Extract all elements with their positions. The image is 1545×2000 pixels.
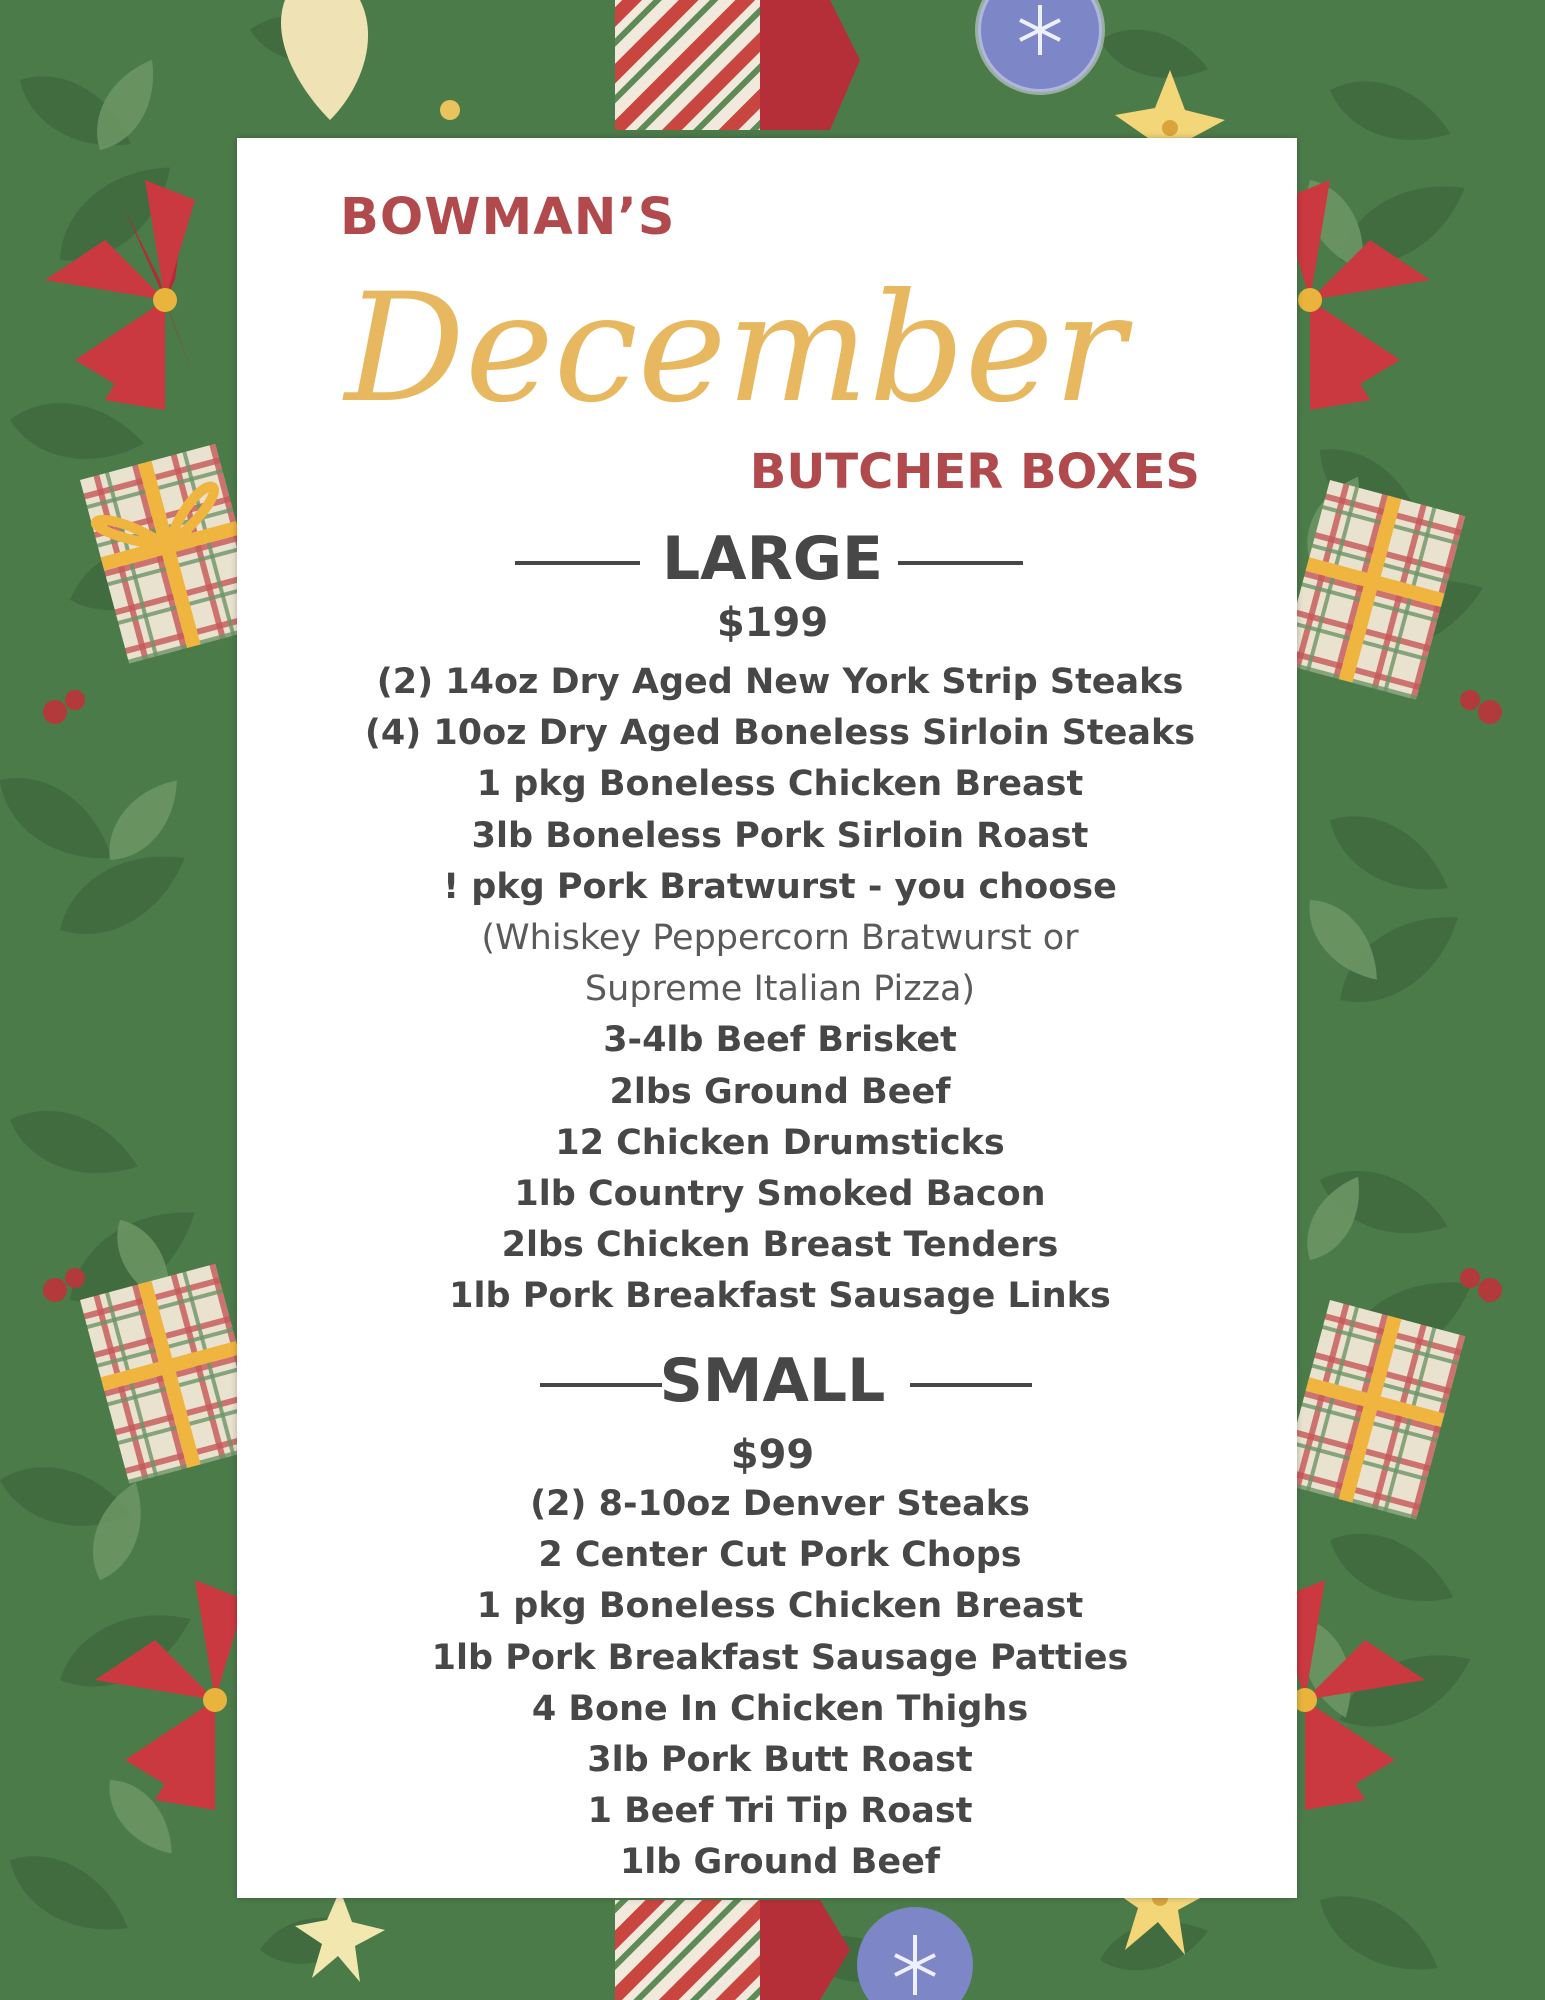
list-item: 1lb Ground Beef bbox=[619, 1842, 941, 1883]
list-item: 1lb Country Smoked Bacon bbox=[514, 1173, 1046, 1214]
list-item: 1 Beef Tri Tip Roast bbox=[587, 1791, 973, 1832]
list-item: 2lbs Chicken Breast Tenders bbox=[501, 1225, 1059, 1266]
script-title-text: December bbox=[344, 262, 1126, 436]
list-item: ! pkg Pork Bratwurst - you choose bbox=[443, 866, 1117, 907]
small-rule-right bbox=[910, 1383, 1032, 1387]
item-note: (Whiskey Peppercorn Bratwurst or bbox=[481, 917, 1079, 958]
ornament-icon bbox=[978, 0, 1102, 92]
list-item: (2) 8-10oz Denver Steaks bbox=[530, 1484, 1030, 1524]
list-item: 3lb Boneless Pork Sirloin Roast bbox=[471, 815, 1089, 856]
list-item: 3lb Pork Butt Roast bbox=[587, 1739, 973, 1780]
list-item: 2 Center Cut Pork Chops bbox=[538, 1535, 1022, 1576]
small-price: $99 bbox=[730, 1432, 815, 1478]
list-item: 1lb Pork Breakfast Sausage Links bbox=[449, 1276, 1111, 1317]
subtitle: BUTCHER BOXES bbox=[749, 444, 1200, 500]
brand-name: BOWMAN’S bbox=[340, 188, 676, 247]
ornament-icon bbox=[857, 1907, 973, 2000]
list-item: 1 pkg Boneless Chicken Breast bbox=[476, 1586, 1084, 1627]
ornament-icon bbox=[281, 0, 460, 120]
large-title: LARGE bbox=[661, 524, 884, 594]
small-title: SMALL bbox=[659, 1346, 886, 1416]
list-item: 2lbs Ground Beef bbox=[609, 1071, 951, 1112]
list-item: 1 pkg Boneless Chicken Breast bbox=[476, 764, 1084, 805]
large-item-list bbox=[300, 657, 1260, 1322]
list-item: 1lb Pork Breakfast Sausage Patties bbox=[431, 1637, 1129, 1678]
poinsettia-icon bbox=[95, 1580, 245, 1810]
large-rule-right bbox=[898, 561, 1023, 565]
christmas-stocking-icon bbox=[615, 1900, 850, 2000]
item-note: Supreme Italian Pizza) bbox=[584, 969, 976, 1010]
large-price: $199 bbox=[716, 600, 829, 646]
list-item: 12 Chicken Drumsticks bbox=[555, 1122, 1005, 1163]
small-item-list bbox=[300, 1479, 1260, 1889]
christmas-stocking-icon bbox=[615, 0, 860, 130]
list-item: (2) 14oz Dry Aged New York Strip Steaks bbox=[376, 662, 1184, 702]
list-item: (4) 10oz Dry Aged Boneless Sirloin Steaks bbox=[364, 713, 1196, 754]
list-item: 3-4lb Beef Brisket bbox=[603, 1020, 957, 1061]
list-item: 4 Bone In Chicken Thighs bbox=[531, 1688, 1029, 1729]
